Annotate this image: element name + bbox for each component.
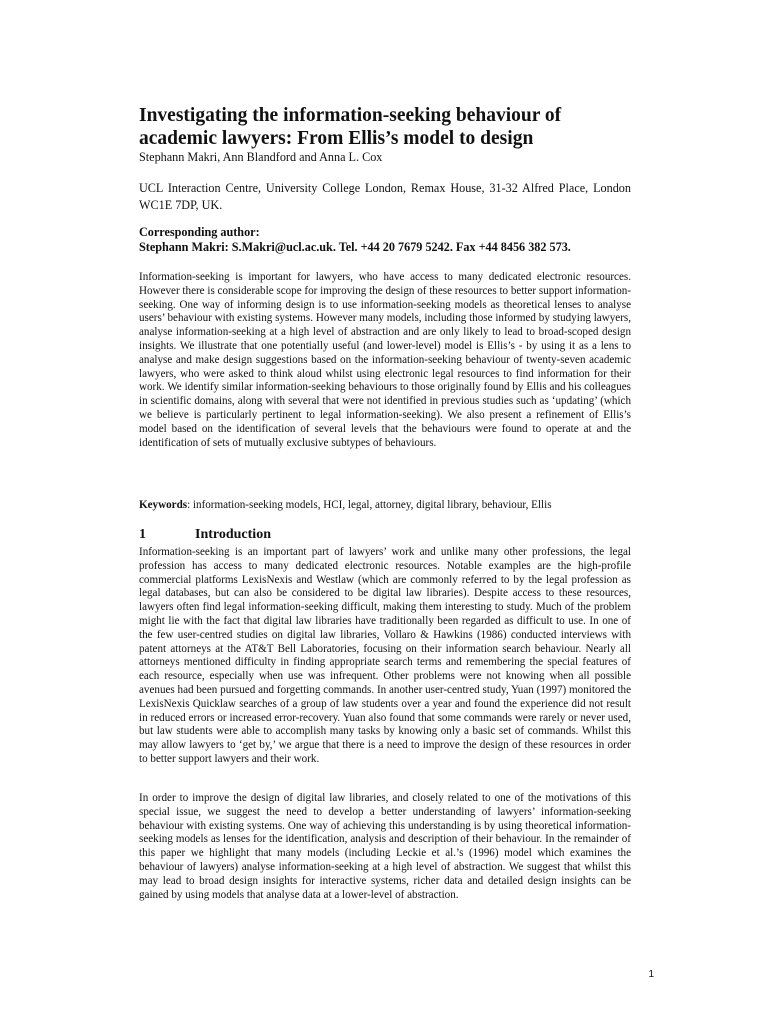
abstract: Information-seeking is important for lawyers, who have access to many dedicated electronic resources. However there is considerable scope for improving the design of these resources to better support information-seeking. One way of informing design is to use information-seeking models as theoretical lenses to analyse users’ behaviour with existing systems. However many models, including those informed by studying lawyers, analyse information-seeking at a high level of abstraction and are only likely to lead to broad-scoped design insights. We illustrate that one potentially useful (and lower-level) model is Ellis’s - by using it as a lens to analyse and make design suggestions based on the information-seeking behaviour of twenty-seven academic lawyers, who were asked to think aloud whilst using electronic legal resources to find information for their work. We identify similar information-seeking behaviours to those originally found by Ellis and his colleagues in scientific domains, along with several that were not identified in previous studies such as ‘updating’ (which we believe is particularly pertinent to legal information-seeking). We also present a refinement of Ellis’s model based on the identification of several levels that the behaviours were found to operate at and the identification of sets of mutually exclusive subtypes of behaviours. — [139, 271, 631, 449]
section-heading — [139, 526, 639, 544]
keywords — [139, 498, 639, 512]
section-number: 1 — [139, 527, 146, 542]
author-list: Stephann Makri, Ann Blandford and Anna L. Cox — [139, 150, 383, 164]
affiliation: UCL Interaction Centre, University College London, Remax House, 31-32 Alfred Place, London WC1E 7DP, UK. — [139, 181, 631, 212]
corresponding-label: Corresponding author: — [139, 225, 260, 239]
corresponding-author — [139, 225, 639, 255]
paper-title: Investigating the information-seeking behaviour of academic lawyers: From Ellis’s model to design — [139, 105, 562, 149]
corresponding-contact: Stephann Makri: S.Makri@ucl.ac.uk. Tel. +44 20 7679 5242. Fax +44 8456 382 573. — [139, 240, 571, 254]
section-title: Introduction — [195, 527, 271, 542]
page-number: 1 — [648, 969, 654, 980]
keywords-list: : information-seeking models, HCI, legal, attorney, digital library, behaviour, Ellis — [187, 499, 552, 511]
intro-paragraph-2: In order to improve the design of digital law libraries, and closely related to one of the motivations of this special issue, we suggest the need to develop a better understanding of lawyers’ information-seeking behaviour with existing systems. One way of achieving this understanding is by using theoretical information-seeking models as lenses for the identification, analysis and description of their behaviour. In the remainder of this paper we highlight that many models (including Leckie et al.’s (1996) model which examines the behaviour of lawyers) analyse information-seeking at a high level of abstraction. We suggest that whilst this may lead to broad design insights for interactive systems, richer data and detailed design insights can be gained by using models that analyse data at a lower-level of abstraction. — [139, 792, 631, 901]
intro-paragraph-1: Information-seeking is an important part of lawyers’ work and unlike many other professions, the legal profession has access to many dedicated electronic resources. Notable examples are the high-profile commercial platforms LexisNexis and Westlaw (which are commonly referred to by the legal profession as legal databases, but can also be considered to be digital law libraries). Despite access to these resources, lawyers often find legal information-seeking difficult, making them interesting to study. Much of the problem might lie with the fact that digital law libraries have traditionally been regarded as difficult to use. In one of the few user-centred studies on digital law libraries, Vollaro & Hawkins (1986) conducted interviews with patent attorneys at the AT&T Bell Laboratories, focusing on their information search behaviour. Nearly all attorneys mentioned difficulty in finding appropriate search terms and remembering the special features of each resource, especially when use was infrequent. Other problems were not knowing when all possible avenues had been pursued and forgetting commands. In another user-centred study, Yuan (1997) monitored the LexisNexis Quicklaw searches of a group of law students over a year and found the experience did not result in reduced errors or increased error-recovery. Yuan also found that some commands were rarely or never used, but law students were able to accomplish many tasks by knowing only a basic set of commands. Whilst this may allow lawyers to ‘get by,’ we argue that there is a need to improve the design of these resources in order to better support lawyers and their work. — [139, 546, 631, 765]
keywords-label: Keywords — [139, 499, 188, 511]
